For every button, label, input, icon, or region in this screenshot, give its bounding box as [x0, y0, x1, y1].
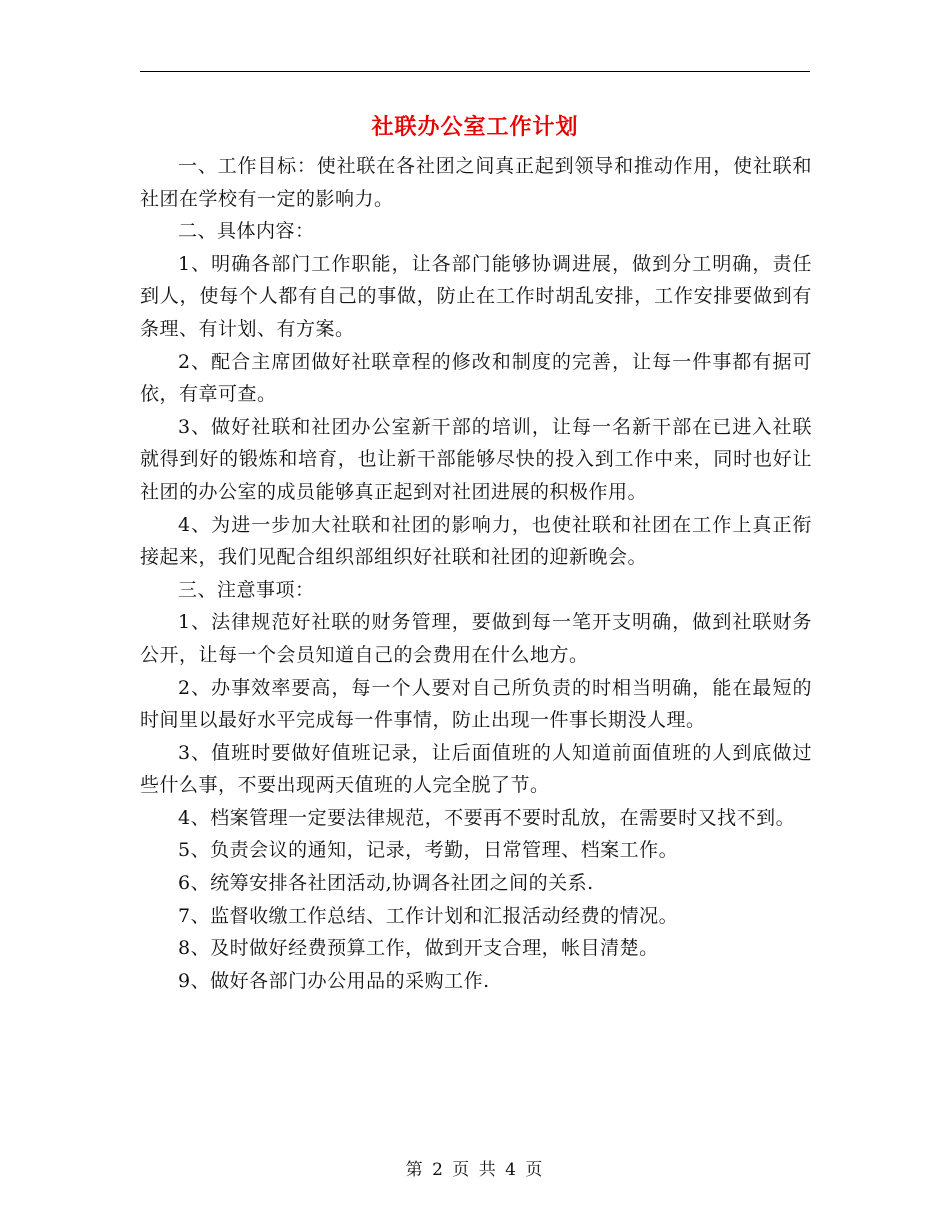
document-title: 社联办公室工作计划 [371, 114, 579, 140]
paragraph-note-4: 4、档案管理一定要法律规范，不要再不要时乱放，在需要时又找不到。 [178, 806, 796, 829]
paragraph-note-8: 8、及时做好经费预算工作，做到开支合理，帐目清楚。 [178, 937, 659, 960]
paragraph-note-6: 6、统筹安排各社团活动,协调各社团之间的关系. [178, 872, 594, 895]
document-body [140, 150, 812, 997]
paragraph-note-9: 9、做好各部门办公用品的采购工作. [178, 969, 490, 992]
paragraph-note-2: 2、办事效率要高，每一个人要对自己所负责的时相当明确，能在最短的时间里以最好水平完成每一件事情，防止出现一件事长期没人理。 [140, 676, 812, 732]
paragraph-note-1: 1、法律规范好社联的财务管理，要做到每一笔开支明确，做到社联财务公开，让每一个会员知道自己的会费用在什么地方。 [140, 611, 812, 666]
paragraph-content-4: 4、为进一步加大社联和社团的影响力，也使社联和社团在工作上真正衔接起来，我们见配合组织部组织好社联和社团的迎新晚会。 [140, 513, 812, 569]
heading-content: 二、具体内容： [178, 220, 315, 243]
paragraph-note-7: 7、监督收缴工作总结、工作计划和汇报活动经费的情况。 [178, 904, 679, 927]
paragraph-content-1: 1、明确各部门工作职能，让各部门能够协调进展，做到分工明确，责任到人，使每个人都有自己的事做，防止在工作时胡乱安排，工作安排要做到有条理、有计划、有方案。 [140, 252, 812, 340]
paragraph-goal: 一、工作目标：使社联在各社团之间真正起到领导和推动作用，使社联和社团在学校有一定的影响力。 [140, 155, 812, 210]
paragraph-content-3: 3、做好社联和社团办公室新干部的培训，让每一名新干部在已进入社联就得到好的锻炼和培育，也让新干部能够尽快的投入到工作中来，同时也好让社团的办公室的成员能够真正起到对社团进展的积极作用。 [140, 415, 812, 503]
paragraph-content-2: 2、配合主席团做好社联章程的修改和制度的完善，让每一件事都有据可依，有章可查。 [140, 350, 812, 406]
page-number: 第 2 页 共 4 页 [405, 1160, 545, 1180]
paragraph-note-3: 3、值班时要做好值班记录，让后面值班的人知道前面值班的人到底做过些什么事，不要出现两天值班的人完全脱了节。 [140, 741, 812, 797]
heading-notes: 三、注意事项： [178, 578, 315, 601]
paragraph-note-5: 5、负责会议的通知，记录，考勤，日常管理、档案工作。 [178, 839, 679, 862]
header-rule [140, 71, 810, 72]
